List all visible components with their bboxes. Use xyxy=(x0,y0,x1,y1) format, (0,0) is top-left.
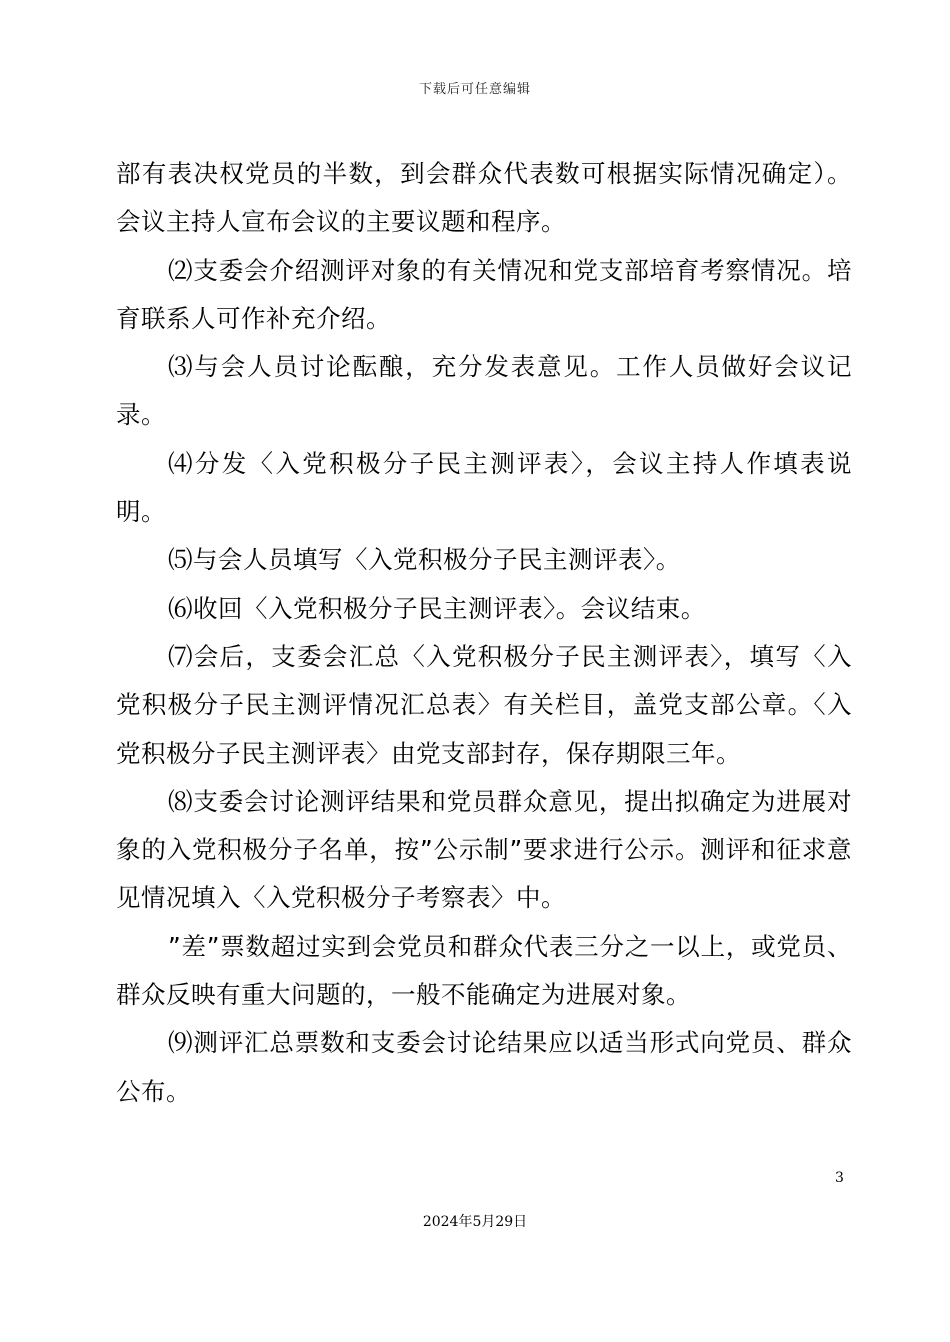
paragraph-step-7: ⑺会后，支委会汇总〈入党积极分子民主测评表〉，填写〈入党积极分子民主测评情况汇总表〉有关栏目，盖党支部公章。〈入党积极分子民主测评表〉由党支部封存，保存期限三年。 xyxy=(116,641,852,768)
page-footer-date: 2024年5月29日 xyxy=(422,1214,528,1230)
document-body xyxy=(116,150,852,1116)
paragraph-step-4: ⑷分发〈入党积极分子民主测评表〉，会议主持人作填表说明。 xyxy=(116,448,852,527)
paragraph-continuation: 部有表决权党员的半数，到会群众代表数可根据实际情况确定）。会议主持人宣布会议的主要议题和程序。 xyxy=(116,159,852,237)
paragraph-step-8: ⑻支委会讨论测评结果和党员群众意见，提出拟确定为进展对象的入党积极分子名单，按”公示制”要求进行公示。测评和征求意见情况填入〈入党积极分子考察表〉中。 xyxy=(116,786,852,913)
paragraph-step-2: ⑵支委会介绍测评对象的有关情况和党支部培育考察情况。培育联系人可作补充介绍。 xyxy=(116,255,852,333)
paragraph-step-3: ⑶与会人员讨论酝酿，充分发表意见。工作人员做好会议记录。 xyxy=(116,352,852,430)
page-number: 3 xyxy=(835,1170,844,1186)
page-header: 下载后可任意编辑 xyxy=(418,82,531,97)
paragraph-step-5: ⑸与会人员填写〈入党积极分子民主测评表〉。 xyxy=(168,545,681,575)
paragraph-step-9: ⑼测评汇总票数和支委会讨论结果应以适当形式向党员、群众公布。 xyxy=(116,1028,852,1106)
paragraph-note: ”差”票数超过实到会党员和群众代表三分之一以上，或党员、群众反映有重大问题的，一般不能确定为进展对象。 xyxy=(116,931,852,1010)
paragraph-step-6: ⑹收回〈入党积极分子民主测评表〉。会议结束。 xyxy=(168,593,706,623)
